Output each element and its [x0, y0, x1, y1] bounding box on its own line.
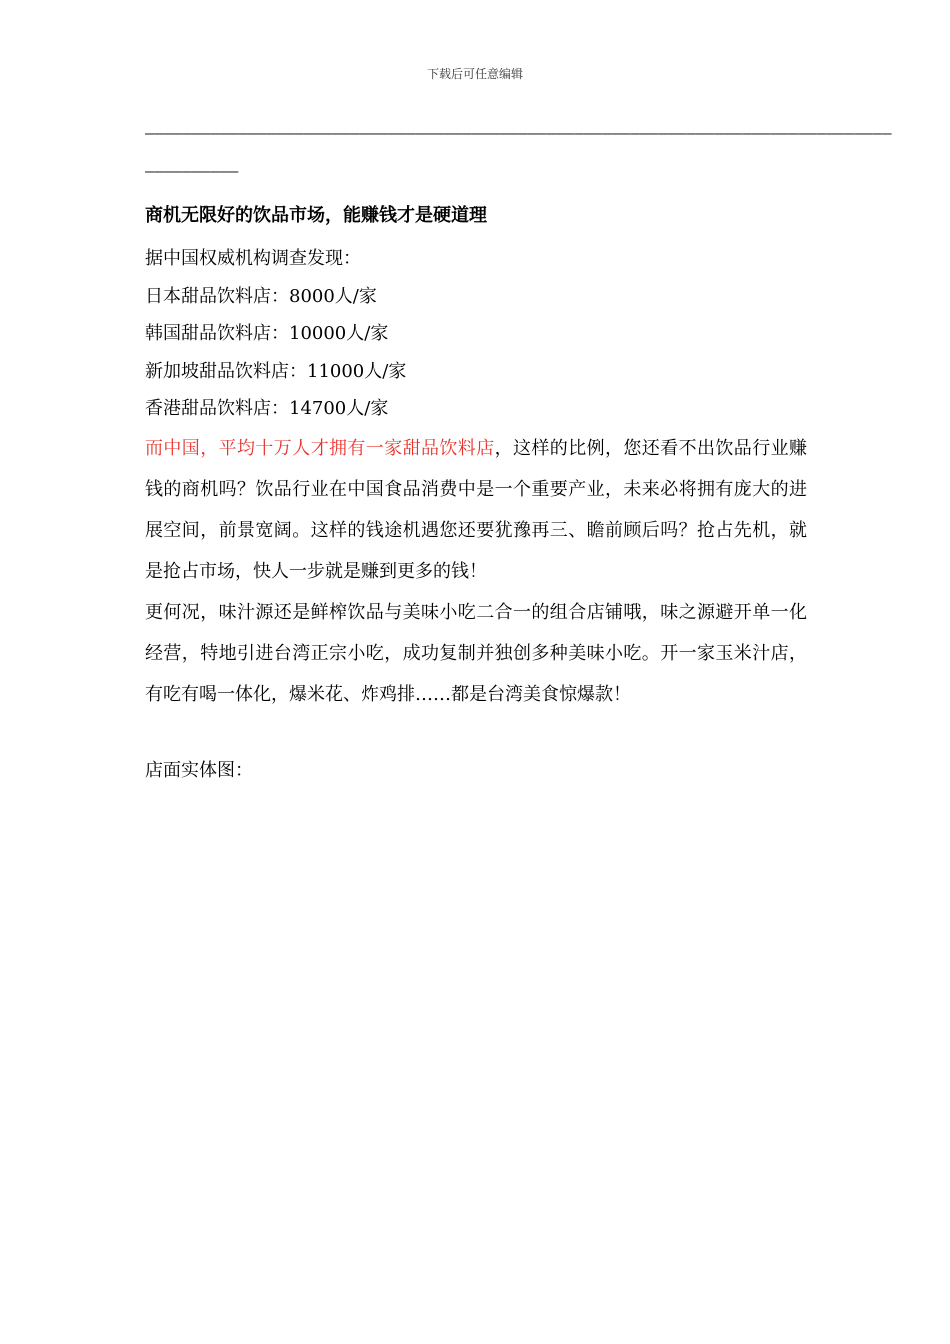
store-photo-label: 店面实体图：	[145, 759, 253, 781]
blank-line	[145, 715, 807, 752]
paragraph-market	[145, 428, 807, 592]
separator-line-continuation: ——————————	[145, 162, 239, 180]
header-note: 下载后可任意编辑	[426, 67, 523, 81]
highlight-china-ratio: 而中国，平均十万人才拥有一家甜品饮料店	[145, 437, 495, 459]
separator-line: ————————————————————————————————————————————————————————————————————————————————	[145, 124, 892, 142]
document-title: 商机无限好的饮品市场，能赚钱才是硬道理	[145, 205, 487, 226]
stat-line-singapore: 新加坡甜品饮料店：11000人/家	[145, 360, 407, 382]
survey-intro: 据中国权威机构调查发现：	[145, 248, 361, 269]
paragraph-market-text: ，这样的比例，您还看不出饮品行业赚钱的商机吗？饮品行业在中国食品消费中是一个重要产业，未来必将拥有庞大的进展空间，前景宽阔。这样的钱途机遇您还要犹豫再三、瞻前顾后吗？抢占先机，就是抢占市场，快人一步就是赚到更多的钱！	[145, 437, 808, 582]
stat-line-korea: 韩国甜品饮料店：10000人/家	[145, 323, 389, 344]
stat-line-hongkong: 香港甜品饮料店：14700人/家	[145, 398, 389, 419]
document-body	[145, 203, 807, 789]
paragraph-store-concept: 更何况，味汁源还是鲜榨饮品与美味小吃二合一的组合店铺哦，味之源避开单一化经营，特地引进台湾正宗小吃，成功复制并独创多种美味小吃。开一家玉米汁店，有吃有喝一体化，爆米花、炸鸡排……都是台湾美食惊爆款！	[145, 601, 807, 705]
stat-line-japan: 日本甜品饮料店：8000人/家	[145, 285, 377, 307]
